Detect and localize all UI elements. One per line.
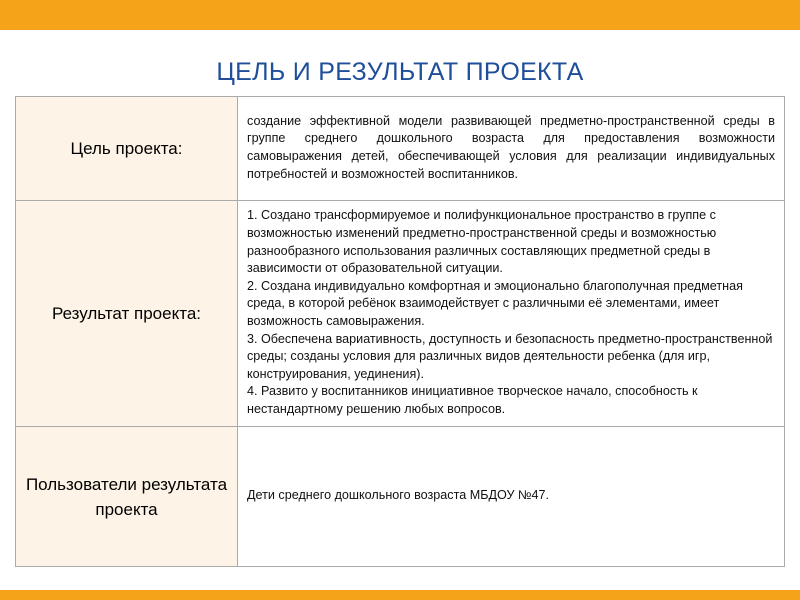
table-row-users	[16, 427, 785, 567]
result-text	[238, 201, 785, 427]
result-item-1: 1. Создано трансформируемое и полифункциональное пространство в группе с возможностью изменений предметно-пространственной среды и возможностью разнообразного использования различных составляющих предметной среды в зависимости от образовательной ситуации.	[247, 208, 717, 276]
goal-text: создание эффективной модели развивающей предметно-пространственной среды в группе среднего дошкольного возраста для предоставления возможности самовыражения детей, обеспечивающей условия для реализации индивидуальных потребностей и возможностей воспитанников.	[238, 97, 785, 201]
result-item-4: 4. Развито у воспитанников инициативное творческое начало, способность к нестандартному решению любых вопросов.	[247, 384, 698, 416]
result-item-2: 2. Создана индивидуально комфортная и эмоционально благополучная предметная среда, в которой ребёнок взаимодействует с различными её элементами, имеет возможность самовыражения.	[247, 278, 743, 328]
users-label	[16, 427, 238, 567]
project-table	[15, 96, 785, 567]
table-row-result	[16, 201, 785, 427]
result-label-text: Результат проекта:	[51, 304, 201, 323]
result-item-3: 3. Обеспечена вариативность, доступность и безопасность предметно-пространственной среды; созданы условия для различных видов деятельности ребенка (для игр, конструирования, уединения).	[247, 331, 773, 381]
page-title: ЦЕЛЬ И РЕЗУЛЬТАТ ПРОЕКТА	[216, 58, 584, 86]
result-label	[16, 201, 238, 427]
table-row-goal	[16, 97, 785, 201]
bottom-accent-bar	[0, 590, 800, 600]
goal-label: Цель проекта:	[16, 97, 238, 201]
users-text: Дети среднего дошкольного возраста МБДОУ №47.	[238, 427, 785, 567]
top-accent-bar	[0, 0, 800, 30]
users-label-text: Пользователи результата проекта	[25, 474, 228, 519]
